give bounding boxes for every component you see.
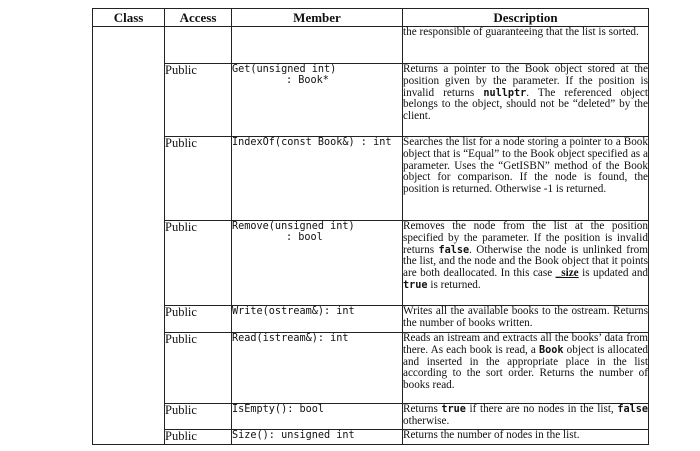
class-cell bbox=[93, 27, 165, 445]
description-cell bbox=[403, 430, 649, 445]
table-row bbox=[93, 306, 649, 333]
access-cell: Public bbox=[165, 430, 232, 445]
header-description: Description bbox=[403, 9, 649, 27]
description-code: true bbox=[441, 404, 466, 415]
description-cell bbox=[403, 27, 649, 64]
table-row bbox=[93, 221, 649, 306]
description-text: Returns the number of nodes in the list. bbox=[403, 429, 580, 441]
header-access: Access bbox=[165, 9, 232, 27]
description-cell bbox=[403, 221, 649, 306]
description-member-ref: _size bbox=[555, 267, 579, 280]
member-cell bbox=[232, 430, 403, 445]
description-text: otherwise. bbox=[403, 414, 450, 427]
description-code: false bbox=[617, 404, 648, 415]
member-cell bbox=[232, 333, 403, 404]
table-row bbox=[93, 27, 649, 64]
member-cell bbox=[232, 306, 403, 333]
member-signature: IsEmpty(): bool bbox=[232, 404, 325, 415]
description-cell bbox=[403, 404, 649, 430]
description-text: Removes the node from the list at the position specified by the parameter. If the position is invalid returns bbox=[403, 220, 648, 256]
description-cell bbox=[403, 64, 649, 137]
description-text: is returned. bbox=[427, 278, 481, 291]
description-text: . Otherwise the node is unlinked from the list, and the node and the Book object that it points are both deallocated. In this case bbox=[403, 243, 648, 280]
description-code: true bbox=[403, 279, 428, 291]
table-row bbox=[93, 333, 649, 404]
description-code: nullptr bbox=[483, 87, 527, 99]
description-text: is updated and bbox=[578, 267, 649, 280]
description-code: false bbox=[438, 244, 470, 256]
member-signature: Get(unsigned int) bbox=[232, 64, 337, 75]
access-cell: Public bbox=[165, 306, 232, 333]
description-cell bbox=[403, 306, 649, 333]
table-row bbox=[93, 137, 649, 221]
table-row bbox=[93, 430, 649, 445]
member-return-type: : bool bbox=[286, 232, 323, 243]
member-signature: Size(): unsigned int bbox=[232, 430, 355, 441]
access-cell-empty bbox=[165, 27, 232, 64]
header-member: Member bbox=[232, 9, 403, 27]
description-text: if there are no nodes in the list, bbox=[465, 403, 618, 415]
member-cell-empty bbox=[232, 27, 403, 64]
description-text: . The referenced object belongs to the object, should not be “deleted” by the client. bbox=[403, 86, 649, 123]
access-cell: Public bbox=[165, 221, 232, 306]
member-return-type: : Book* bbox=[286, 75, 329, 86]
description-text: object is allocated and inserted in the appropriate place in the list according to the sort order. Returns the number of books read. bbox=[403, 343, 649, 392]
access-cell: Public bbox=[165, 64, 232, 137]
member-cell bbox=[232, 137, 403, 221]
member-cell bbox=[232, 404, 403, 430]
description-cell bbox=[403, 333, 649, 404]
member-signature: IndexOf(const Book&) : int bbox=[232, 137, 392, 148]
description-text: Writes all the available books to the ostream. Returns the number of books written. bbox=[403, 305, 648, 329]
member-signature: Write(ostream&): int bbox=[232, 306, 355, 317]
description-text: Returns bbox=[403, 403, 442, 415]
description-code: Book bbox=[539, 344, 564, 356]
member-signature: Remove(unsigned int) bbox=[232, 221, 355, 232]
class-member-table bbox=[92, 8, 649, 445]
access-cell: Public bbox=[165, 404, 232, 430]
description-text: Reads an istream and extracts all the books’ data from there. As each book is read, a bbox=[403, 332, 648, 356]
header-class: Class bbox=[93, 9, 165, 27]
description-cell bbox=[403, 137, 649, 221]
table-row bbox=[93, 64, 649, 137]
description-text: Searches the list for a node storing a pointer to a Book object that is “Equal” to the Book object specified as a parameter. Uses the “GetISBN” method of the Book object for comparison. If the node is found, the position is returned. Otherwise -1 is returned. bbox=[403, 136, 648, 196]
member-signature: Read(istream&): int bbox=[232, 333, 349, 344]
access-cell: Public bbox=[165, 137, 232, 221]
description-text: the responsible of guaranteeing that the list is sorted. bbox=[403, 26, 639, 38]
table-header-row bbox=[93, 9, 649, 27]
access-cell: Public bbox=[165, 333, 232, 404]
member-cell bbox=[232, 221, 403, 306]
description-text: Returns a pointer to the Book object stored at the position given by the parameter. If the position is invalid returns bbox=[403, 63, 648, 99]
member-cell bbox=[232, 64, 403, 137]
table-row bbox=[93, 404, 649, 430]
